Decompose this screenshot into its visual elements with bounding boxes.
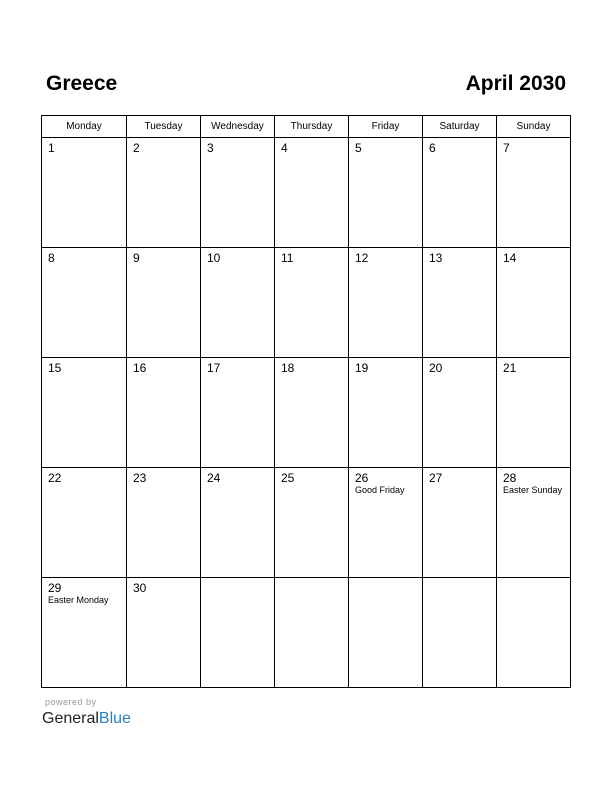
day-cell — [497, 138, 571, 248]
day-cell — [127, 578, 201, 688]
day-cell-empty — [423, 578, 497, 688]
day-cell — [201, 468, 275, 578]
day-number: 4 — [281, 141, 288, 155]
day-cell — [42, 138, 127, 248]
day-cell — [275, 468, 349, 578]
day-number: 28 — [503, 471, 517, 485]
day-cell — [275, 358, 349, 468]
logo-text-general: General — [42, 710, 99, 727]
day-number: 14 — [503, 251, 517, 265]
day-number: 16 — [133, 361, 147, 375]
day-cell — [42, 468, 127, 578]
day-number: 13 — [429, 251, 443, 265]
weekday-monday: Monday — [42, 116, 127, 138]
day-cell — [497, 248, 571, 358]
day-number: 27 — [429, 471, 443, 485]
day-cell — [497, 468, 571, 578]
day-cell-empty — [349, 578, 423, 688]
day-number: 15 — [48, 361, 62, 375]
day-cell — [127, 468, 201, 578]
day-number: 12 — [355, 251, 369, 265]
day-cell — [42, 358, 127, 468]
week-row — [42, 358, 571, 468]
week-row — [42, 138, 571, 248]
holiday-label: Easter Sunday — [503, 485, 563, 495]
day-number: 8 — [48, 251, 55, 265]
day-number: 10 — [207, 251, 221, 265]
day-number: 5 — [355, 141, 362, 155]
day-number: 2 — [133, 141, 140, 155]
weekday-saturday: Saturday — [423, 116, 497, 138]
week-row — [42, 248, 571, 358]
day-cell-empty — [275, 578, 349, 688]
powered-by-label: powered by — [45, 697, 97, 707]
day-cell — [275, 138, 349, 248]
day-cell — [127, 248, 201, 358]
day-number: 19 — [355, 361, 369, 375]
day-number: 11 — [281, 251, 294, 265]
weekday-header-row — [42, 116, 571, 138]
day-number: 25 — [281, 471, 295, 485]
day-cell — [423, 248, 497, 358]
day-number: 7 — [503, 141, 510, 155]
day-cell — [423, 358, 497, 468]
day-number: 3 — [207, 141, 214, 155]
day-number: 24 — [207, 471, 221, 485]
weekday-tuesday: Tuesday — [127, 116, 201, 138]
weekday-friday: Friday — [349, 116, 423, 138]
weekday-sunday: Sunday — [497, 116, 571, 138]
day-cell-empty — [497, 578, 571, 688]
day-cell — [349, 468, 423, 578]
logo-text-blue: Blue — [98, 710, 131, 727]
day-cell — [423, 138, 497, 248]
weekday-wednesday: Wednesday — [201, 116, 275, 138]
day-cell — [349, 358, 423, 468]
day-cell — [127, 138, 201, 248]
day-number: 20 — [429, 361, 443, 375]
day-cell — [349, 248, 423, 358]
country-title: Greece — [46, 72, 118, 95]
weekday-thursday: Thursday — [275, 116, 349, 138]
day-number: 6 — [429, 141, 436, 155]
day-cell — [127, 358, 201, 468]
day-cell — [42, 248, 127, 358]
day-number: 29 — [48, 581, 62, 595]
week-row — [42, 468, 571, 578]
day-number: 22 — [48, 471, 62, 485]
day-cell — [201, 358, 275, 468]
week-row — [42, 578, 571, 688]
day-number: 9 — [133, 251, 140, 265]
day-number: 21 — [503, 361, 517, 375]
day-cell — [201, 138, 275, 248]
day-cell — [497, 358, 571, 468]
generalblue-logo[interactable] — [42, 709, 131, 729]
day-number: 26 — [355, 471, 369, 485]
day-number: 23 — [133, 471, 147, 485]
day-cell — [349, 138, 423, 248]
holiday-label: Good Friday — [355, 485, 405, 495]
calendar-grid — [41, 115, 571, 688]
day-number: 17 — [207, 361, 221, 375]
day-number: 1 — [48, 141, 55, 155]
day-cell — [423, 468, 497, 578]
holiday-label: Easter Monday — [48, 595, 109, 605]
day-cell-empty — [201, 578, 275, 688]
day-cell — [201, 248, 275, 358]
day-number: 18 — [281, 361, 295, 375]
day-number: 30 — [133, 581, 147, 595]
day-cell — [42, 578, 127, 688]
month-title: April 2030 — [465, 72, 566, 95]
day-cell — [275, 248, 349, 358]
